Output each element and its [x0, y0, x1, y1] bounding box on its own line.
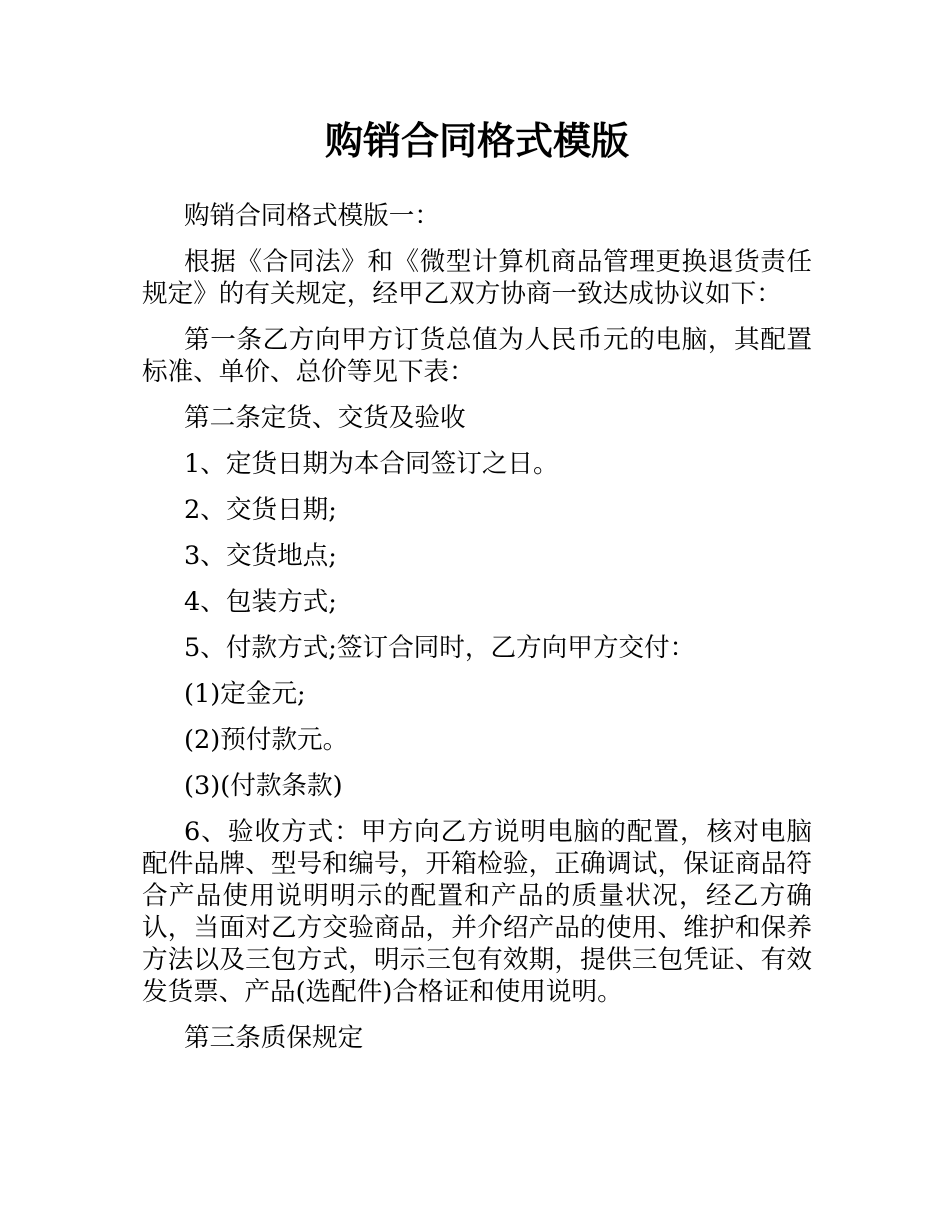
paragraph-payment-deposit: (1)定金元;	[184, 679, 306, 709]
paragraph-item-5-payment: 5、付款方式;签订合同时，乙方向甲方交付：	[184, 633, 696, 663]
paragraph-item-6-acceptance: 6、验收方式：甲方向乙方说明电脑的配置，核对电脑配件品牌、型号和编号，开箱检验，正确调试，保证商品符合产品使用说明明示的配置和产品的质量状况，经乙方确认，当面对乙方交验商品，并介绍产品的使用、维护和保养方法以及三包方式，明示三包有效期，提供三包凭证、有效发货票、产品(选配件)合格证和使用说明。	[142, 817, 812, 1007]
paragraph-item-4-packaging: 4、包装方式;	[184, 587, 337, 617]
paragraph-item-3-delivery-place: 3、交货地点;	[184, 541, 337, 571]
paragraph-item-2-delivery-date: 2、交货日期;	[184, 495, 337, 525]
paragraph-article-2-heading: 第二条定货、交货及验收	[184, 403, 466, 433]
paragraph-article-3-heading: 第三条质保规定	[184, 1023, 364, 1053]
document-title: 购销合同格式模版	[324, 119, 629, 163]
paragraph-intro: 购销合同格式模版一：	[184, 201, 440, 231]
document-body	[142, 200, 812, 1068]
paragraph-legal-basis: 根据《合同法》和《微型计算机商品管理更换退货责任规定》的有关规定，经甲乙双方协商一致达成协议如下：	[142, 247, 812, 309]
paragraph-payment-advance: (2)预付款元。	[184, 725, 349, 755]
paragraph-item-1-order-date: 1、定货日期为本合同签订之日。	[184, 449, 559, 479]
paragraph-article-1: 第一条乙方向甲方订货总值为人民币元的电脑，其配置标准、单价、总价等见下表：	[142, 325, 812, 387]
paragraph-payment-terms: (3)(付款条款)	[184, 771, 343, 801]
